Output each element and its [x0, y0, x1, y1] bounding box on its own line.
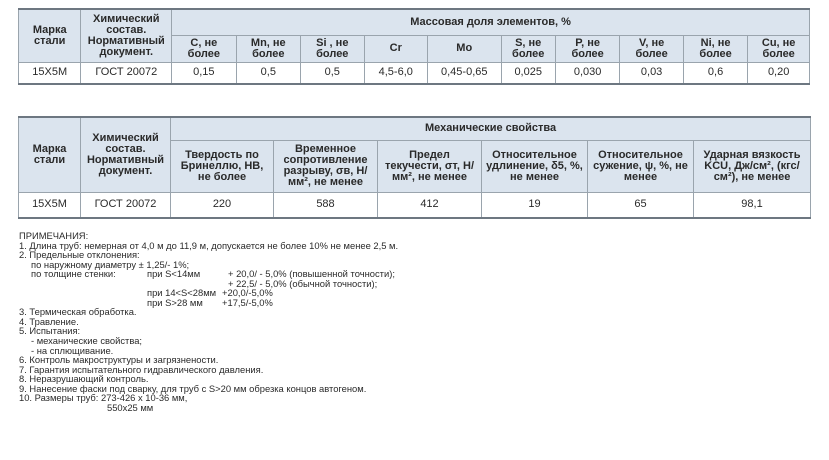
table-row — [19, 62, 810, 84]
value-cell: 412 — [378, 192, 482, 218]
chemical-composition-table — [18, 8, 810, 85]
col-header: Ударная вязкость KCU, Дж/см², (кгс/см²), не менее — [694, 140, 811, 192]
doc-cell: ГОСТ 20072 — [81, 192, 171, 218]
col-header: Mn, не более — [236, 35, 300, 62]
value-cell: 0,6 — [683, 62, 747, 84]
value-cell: 0,45-0,65 — [427, 62, 501, 84]
value-cell: 0,5 — [236, 62, 300, 84]
note-line — [19, 279, 809, 289]
note-line: 3. Термическая обработка. — [19, 306, 137, 318]
note-line: 8. Неразрушающий контроль. — [19, 373, 149, 385]
table-row — [19, 192, 811, 218]
grade-header: Марка стали — [19, 117, 81, 192]
note-line — [19, 403, 809, 413]
note-text: 550х25 мм — [107, 401, 154, 413]
note-text: при 14<S<28мм — [147, 287, 217, 299]
note-text: при S>28 мм — [147, 296, 203, 308]
group-header: Механические свойства — [171, 117, 811, 140]
value-cell: 65 — [588, 192, 694, 218]
grade-cell: 15Х5М — [19, 192, 81, 218]
note-line: 9. Нанесение фаски под сварку, для труб с S>20 мм обрезка концов автогеном. — [19, 382, 367, 394]
value-cell: 0,030 — [555, 62, 619, 84]
value-cell: 0,5 — [301, 62, 364, 84]
note-line: 10. Размеры труб: 273-426 х 10-36 мм, — [19, 392, 188, 404]
doc-header: Химический состав. Нормативный документ. — [81, 9, 172, 62]
note-text: при S<14мм — [147, 268, 201, 280]
note-text: + 22,5/ - 5,0% (обычной точности); — [228, 277, 378, 289]
doc-header: Химический состав. Нормативный документ. — [81, 117, 171, 192]
col-header: Предел текучести, σт, Н/мм², не менее — [378, 140, 482, 192]
note-line: 7. Гарантия испытательного гидравлического давления. — [19, 363, 264, 375]
doc-cell: ГОСТ 20072 — [81, 62, 172, 84]
note-line: 5. Испытания: — [19, 325, 81, 337]
note-line — [19, 336, 809, 346]
value-cell: 220 — [171, 192, 274, 218]
value-cell: 4,5-6,0 — [364, 62, 427, 84]
note-text: - на сплющивание. — [31, 344, 114, 356]
value-cell: 0,15 — [172, 62, 236, 84]
col-header: Временное сопротивление разрыву, σв, Н/мм², не менее — [274, 140, 378, 192]
col-header: Cu, не более — [748, 35, 810, 62]
grade-cell: 15Х5М — [19, 62, 81, 84]
note-line — [19, 260, 809, 270]
col-header: C, не более — [172, 35, 236, 62]
notes-title: ПРИМЕЧАНИЯ: — [19, 230, 89, 241]
value-cell: 0,03 — [620, 62, 683, 84]
note-line: 2. Предельные отклонения: — [19, 249, 140, 261]
note-text: +20,0/-5,0% — [222, 287, 273, 299]
notes-section — [19, 231, 809, 412]
col-header: Cr — [364, 35, 427, 62]
col-header: Si , не более — [301, 35, 364, 62]
col-header: Относительное удлинение, δ5, %, не менее — [482, 140, 588, 192]
value-cell: 0,025 — [501, 62, 555, 84]
note-text: по наружному диаметру ± 1,25/- 1%; — [31, 258, 190, 270]
col-header: Ni, не более — [683, 35, 747, 62]
value-cell: 0,20 — [748, 62, 810, 84]
value-cell: 19 — [482, 192, 588, 218]
note-line: 4. Травление. — [19, 315, 79, 327]
note-line — [19, 269, 809, 279]
note-text: + 20,0/ - 5,0% (повышенной точности); — [228, 268, 395, 280]
note-line: 6. Контроль макроструктуры и загрязнености. — [19, 354, 219, 366]
note-text: +17,5/-5,0% — [222, 296, 273, 308]
col-header: Относительное сужение, ψ, %, не менее — [588, 140, 694, 192]
value-cell: 98,1 — [694, 192, 811, 218]
grade-header: Марка стали — [19, 9, 81, 62]
group-header: Массовая доля элементов, % — [172, 9, 810, 35]
note-line — [19, 288, 809, 298]
note-text: - механические свойства; — [31, 335, 143, 347]
note-line — [19, 298, 809, 308]
value-cell: 588 — [274, 192, 378, 218]
note-text: по толщине стенки: — [31, 268, 116, 280]
col-header: S, не более — [501, 35, 555, 62]
col-header: V, не более — [620, 35, 683, 62]
col-header: P, не более — [555, 35, 619, 62]
mechanical-properties-table — [18, 116, 811, 219]
col-header: Твердость по Бринеллю, НВ, не более — [171, 140, 274, 192]
note-line: 1. Длина труб: немерная от 4,0 м до 11,9 м, допускается не более 10% не менее 2,5 м. — [19, 239, 399, 251]
col-header: Mo — [427, 35, 501, 62]
